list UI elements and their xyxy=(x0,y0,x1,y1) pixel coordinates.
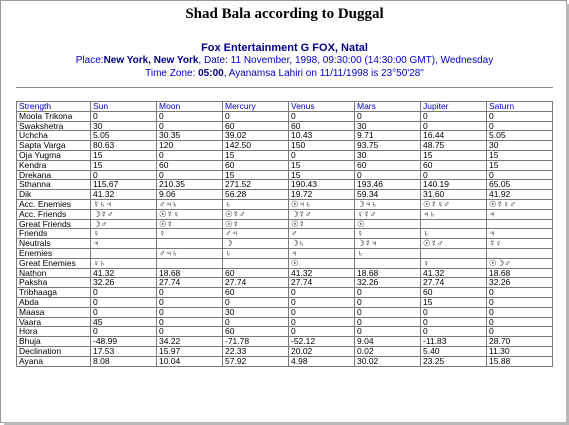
table-cell: 0 xyxy=(289,327,355,337)
chart-place-date xyxy=(0,55,569,66)
shad-bala-table xyxy=(16,101,553,367)
table-cell: 15.88 xyxy=(487,356,553,366)
row-label: Abda xyxy=(17,297,91,307)
table-cell: 0 xyxy=(289,150,355,160)
table-row xyxy=(17,288,553,298)
table-cell: ☽♄ xyxy=(289,239,355,249)
table-cell: 15 xyxy=(487,150,553,160)
table-cell: 5.40 xyxy=(421,346,487,356)
table-cell: ♄ xyxy=(223,248,289,258)
table-cell: ☿♄♃ xyxy=(91,199,157,209)
table-cell: ☽♂ xyxy=(91,219,157,229)
table-cell: 0 xyxy=(421,121,487,131)
table-cell: ☽♃♄ xyxy=(355,199,421,209)
table-row xyxy=(17,131,553,141)
table-cell: 0 xyxy=(421,307,487,317)
table-cell: 30 xyxy=(223,307,289,317)
table-cell: 60 xyxy=(223,268,289,278)
table-cell xyxy=(91,248,157,258)
table-cell: 60 xyxy=(223,121,289,131)
row-label: Enemies xyxy=(17,248,91,258)
table-cell: ♂ xyxy=(289,229,355,239)
table-cell: 11.30 xyxy=(487,346,553,356)
table-cell: 15.97 xyxy=(157,346,223,356)
table-cell: 0 xyxy=(487,327,553,337)
tz-prefix: Time Zone: xyxy=(145,68,199,79)
table-cell: ♂♃♄ xyxy=(157,248,223,258)
table-row xyxy=(17,111,553,121)
table-cell: 80.63 xyxy=(91,141,157,151)
table-cell: 0 xyxy=(355,317,421,327)
table-cell: 0 xyxy=(289,317,355,327)
table-cell: ♀ xyxy=(421,258,487,268)
table-cell: 0 xyxy=(91,170,157,180)
table-cell: 15 xyxy=(223,150,289,160)
table-cell: 32.26 xyxy=(91,278,157,288)
table-cell: 9.06 xyxy=(157,190,223,200)
chart-timezone-ayanamsa xyxy=(0,68,569,79)
table-cell: ☉☿♀♂ xyxy=(421,199,487,209)
table-cell: 0 xyxy=(157,297,223,307)
table-cell: ☉☿♂ xyxy=(421,239,487,249)
table-cell: 15 xyxy=(487,160,553,170)
table-cell: 140.19 xyxy=(421,180,487,190)
ayanamsa-text: , Ayanamsa Lahiri on 11/11/1998 is 23°50'28" xyxy=(223,68,424,79)
table-cell: ☉♃♄ xyxy=(289,199,355,209)
table-cell: ♀☿♂ xyxy=(355,209,421,219)
row-label: Dik xyxy=(17,190,91,200)
report-title: Shad Bala according to Duggal xyxy=(185,6,384,22)
table-cell: 0 xyxy=(355,307,421,317)
table-cell: ☉☿ xyxy=(289,219,355,229)
table-cell: ☉☿♀♂ xyxy=(487,199,553,209)
table-cell: 8.08 xyxy=(91,356,157,366)
table-row xyxy=(17,258,553,268)
table-cell: 93.75 xyxy=(355,141,421,151)
table-cell: 0 xyxy=(91,297,157,307)
table-cell: 10.04 xyxy=(157,356,223,366)
table-cell: 0 xyxy=(421,327,487,337)
table-cell: 31.60 xyxy=(421,190,487,200)
table-cell: 41.32 xyxy=(421,268,487,278)
table-row xyxy=(17,160,553,170)
row-label: Great Enemies xyxy=(17,258,91,268)
table-cell: ♄ xyxy=(421,229,487,239)
table-cell: 28.70 xyxy=(487,337,553,347)
table-cell: 15 xyxy=(91,160,157,170)
table-row xyxy=(17,199,553,209)
table-cell: 60 xyxy=(421,288,487,298)
table-cell: 0 xyxy=(487,288,553,298)
table-cell: 0 xyxy=(157,170,223,180)
table-row xyxy=(17,190,553,200)
column-header: Jupiter xyxy=(421,102,487,112)
table-cell: 22.33 xyxy=(223,346,289,356)
table-cell xyxy=(355,258,421,268)
table-cell: ☽☿♂ xyxy=(91,209,157,219)
row-label: Uchcha xyxy=(17,131,91,141)
table-row xyxy=(17,327,553,337)
table-cell: 45 xyxy=(91,317,157,327)
row-label: Sapta Varga xyxy=(17,141,91,151)
table-cell: 0 xyxy=(157,111,223,121)
table-cell: ☉☿ xyxy=(223,219,289,229)
row-label: Maasa xyxy=(17,307,91,317)
row-label: Acc. Enemies xyxy=(17,199,91,209)
table-cell: ♀ xyxy=(157,229,223,239)
table-cell: ☉ xyxy=(355,219,421,229)
column-header: Mars xyxy=(355,102,421,112)
table-cell: 41.32 xyxy=(91,268,157,278)
table-cell: 30.35 xyxy=(157,131,223,141)
table-cell xyxy=(157,239,223,249)
table-cell: 0 xyxy=(223,297,289,307)
table-cell: 210.35 xyxy=(157,180,223,190)
row-label: Oja Yugma xyxy=(17,150,91,160)
table-cell: 41.32 xyxy=(289,268,355,278)
table-cell: 30 xyxy=(355,121,421,131)
table-cell: ☉☿♀ xyxy=(157,209,223,219)
table-row xyxy=(17,337,553,347)
table-row xyxy=(17,356,553,366)
table-cell: 5.05 xyxy=(91,131,157,141)
table-cell: 0 xyxy=(289,297,355,307)
table-cell: -71.78 xyxy=(223,337,289,347)
table-cell: 0 xyxy=(91,307,157,317)
table-cell: 27.74 xyxy=(223,278,289,288)
row-label: Kendra xyxy=(17,160,91,170)
table-cell xyxy=(487,219,553,229)
table-cell: 193.46 xyxy=(355,180,421,190)
row-label: Nathon xyxy=(17,268,91,278)
date-text: , Date: 11 November, 1998, 09:30:00 (14:30:00 GMT), Wednesday xyxy=(198,55,494,66)
table-cell: 0.02 xyxy=(355,346,421,356)
table-cell: 60 xyxy=(223,160,289,170)
table-cell: 0 xyxy=(289,307,355,317)
table-cell: 0 xyxy=(157,150,223,160)
table-cell: ♄ xyxy=(223,199,289,209)
table-row xyxy=(17,278,553,288)
table-cell: 30 xyxy=(91,121,157,131)
table-cell: 4.98 xyxy=(289,356,355,366)
table-cell: ♂♃ xyxy=(223,229,289,239)
table-cell: 60 xyxy=(157,160,223,170)
column-header: Strength xyxy=(17,102,91,112)
table-cell: 18.68 xyxy=(487,268,553,278)
table-cell: 0 xyxy=(223,317,289,327)
table-cell: ☽ xyxy=(223,239,289,249)
table-row xyxy=(17,346,553,356)
row-label: Paksha xyxy=(17,278,91,288)
table-cell: 0 xyxy=(421,170,487,180)
table-row xyxy=(17,180,553,190)
table-cell: 0 xyxy=(487,111,553,121)
table-cell: 9.71 xyxy=(355,131,421,141)
table-cell: 0 xyxy=(289,288,355,298)
table-cell: 20.02 xyxy=(289,346,355,356)
table-cell: 0 xyxy=(157,317,223,327)
table-cell: 9.04 xyxy=(355,337,421,347)
table-row xyxy=(17,219,553,229)
table-cell: ♄ xyxy=(355,248,421,258)
row-label: Declination xyxy=(17,346,91,356)
table-cell: 60 xyxy=(289,121,355,131)
table-row xyxy=(17,268,553,278)
table-cell: 15 xyxy=(289,170,355,180)
table-cell: 0 xyxy=(487,121,553,131)
column-header: Saturn xyxy=(487,102,553,112)
table-cell: ♀ xyxy=(355,229,421,239)
table-cell: -11.83 xyxy=(421,337,487,347)
table-row xyxy=(17,150,553,160)
table-cell: 15 xyxy=(421,150,487,160)
table-cell: 0 xyxy=(157,327,223,337)
table-row xyxy=(17,317,553,327)
table-cell: 30 xyxy=(355,150,421,160)
place-value: New York, New York xyxy=(103,55,199,66)
table-cell: 120 xyxy=(157,141,223,151)
table-cell: 5.05 xyxy=(487,131,553,141)
table-cell: 0 xyxy=(355,327,421,337)
table-cell: ☉☿ xyxy=(157,219,223,229)
table-cell: 65.05 xyxy=(487,180,553,190)
table-cell: ♃♄ xyxy=(421,209,487,219)
table-cell: 0 xyxy=(487,307,553,317)
table-cell: ♀♄ xyxy=(91,258,157,268)
table-cell: 142.50 xyxy=(223,141,289,151)
table-cell: 60 xyxy=(223,288,289,298)
row-label: Neutrals xyxy=(17,239,91,249)
table-cell: ☽☿♂ xyxy=(289,209,355,219)
table-cell: 34.22 xyxy=(157,337,223,347)
table-cell: 0 xyxy=(157,288,223,298)
table-cell: 0 xyxy=(157,121,223,131)
table-row xyxy=(17,297,553,307)
table-cell: 0 xyxy=(289,111,355,121)
table-cell xyxy=(157,258,223,268)
table-cell xyxy=(421,219,487,229)
row-label: Swakshetra xyxy=(17,121,91,131)
row-label: Ayana xyxy=(17,356,91,366)
chart-name: Fox Entertainment G FOX, Natal xyxy=(201,42,368,54)
table-cell: ♃ xyxy=(91,239,157,249)
row-label: Sthanna xyxy=(17,180,91,190)
header-divider xyxy=(16,87,553,88)
table-cell: 0 xyxy=(487,170,553,180)
table-cell: 48.75 xyxy=(421,141,487,151)
table-cell: 59.34 xyxy=(355,190,421,200)
table-cell: -52.12 xyxy=(289,337,355,347)
column-header: Sun xyxy=(91,102,157,112)
row-label: Drekana xyxy=(17,170,91,180)
table-cell: 15 xyxy=(289,160,355,170)
table-cell: 57.92 xyxy=(223,356,289,366)
table-row xyxy=(17,170,553,180)
table-cell: 0 xyxy=(487,317,553,327)
table-cell: 150 xyxy=(289,141,355,151)
row-label: Vaara xyxy=(17,317,91,327)
row-label: Acc. Friends xyxy=(17,209,91,219)
table-cell: 0 xyxy=(355,297,421,307)
table-cell: 60 xyxy=(421,160,487,170)
table-cell: 15 xyxy=(421,297,487,307)
table-cell: 60 xyxy=(223,327,289,337)
table-cell: 19.72 xyxy=(289,190,355,200)
table-cell: 41.32 xyxy=(91,190,157,200)
row-label: Hora xyxy=(17,327,91,337)
table-cell: 0 xyxy=(223,111,289,121)
table-cell: 0 xyxy=(157,307,223,317)
table-cell: 0 xyxy=(421,111,487,121)
table-row xyxy=(17,209,553,219)
table-cell: 18.68 xyxy=(355,268,421,278)
table-row xyxy=(17,229,553,239)
row-label: Moola Trikona xyxy=(17,111,91,121)
table-cell: -48.99 xyxy=(91,337,157,347)
row-label: Bhuja xyxy=(17,337,91,347)
table-cell: 30.02 xyxy=(355,356,421,366)
table-cell xyxy=(487,248,553,258)
table-cell: ☽☿♃ xyxy=(355,239,421,249)
row-label: Tribhaaga xyxy=(17,288,91,298)
table-cell: 17.53 xyxy=(91,346,157,356)
table-cell: 0 xyxy=(91,327,157,337)
table-cell: 0 xyxy=(355,170,421,180)
table-cell: 56.28 xyxy=(223,190,289,200)
table-row xyxy=(17,121,553,131)
table-cell xyxy=(421,248,487,258)
table-cell: 0 xyxy=(91,111,157,121)
table-cell: 27.74 xyxy=(421,278,487,288)
table-cell: ♀ xyxy=(91,229,157,239)
table-cell: 190.43 xyxy=(289,180,355,190)
table-cell: 18.68 xyxy=(157,268,223,278)
table-cell: 15 xyxy=(223,170,289,180)
column-header: Moon xyxy=(157,102,223,112)
table-cell: ☿♀ xyxy=(487,239,553,249)
table-cell: ☉☽♂ xyxy=(487,258,553,268)
table-cell: 30 xyxy=(487,141,553,151)
table-cell: 16.44 xyxy=(421,131,487,141)
table-cell: 32.26 xyxy=(355,278,421,288)
table-cell: 0 xyxy=(421,317,487,327)
column-header: Venus xyxy=(289,102,355,112)
place-prefix: Place: xyxy=(75,55,104,66)
table-row xyxy=(17,239,553,249)
table-row xyxy=(17,141,553,151)
table-cell: 0 xyxy=(91,288,157,298)
table-row xyxy=(17,248,553,258)
table-cell: 0 xyxy=(355,288,421,298)
table-cell xyxy=(223,258,289,268)
table-cell: ♂♃♄ xyxy=(157,199,223,209)
table-cell: 10.43 xyxy=(289,131,355,141)
table-cell: 15 xyxy=(91,150,157,160)
table-cell: ☉ xyxy=(289,258,355,268)
row-label: Friends xyxy=(17,229,91,239)
table-cell: 41.92 xyxy=(487,190,553,200)
table-header-row xyxy=(17,102,553,112)
column-header: Mercury xyxy=(223,102,289,112)
table-cell: ♃ xyxy=(487,229,553,239)
table-cell: 23.25 xyxy=(421,356,487,366)
table-cell: 27.74 xyxy=(157,278,223,288)
table-cell: 39.02 xyxy=(223,131,289,141)
table-cell: 60 xyxy=(355,160,421,170)
table-cell: 115.67 xyxy=(91,180,157,190)
table-cell: 271.52 xyxy=(223,180,289,190)
table-cell: 32.26 xyxy=(487,278,553,288)
table-cell: 27.74 xyxy=(289,278,355,288)
table-cell: ☉☿♂ xyxy=(223,209,289,219)
table-row xyxy=(17,307,553,317)
table-cell: ♃ xyxy=(289,248,355,258)
table-cell: ♃ xyxy=(487,209,553,219)
row-label: Great Friends xyxy=(17,219,91,229)
table-cell: 0 xyxy=(487,297,553,307)
tz-value: 05:00 xyxy=(198,68,224,79)
table-cell: 0 xyxy=(355,111,421,121)
